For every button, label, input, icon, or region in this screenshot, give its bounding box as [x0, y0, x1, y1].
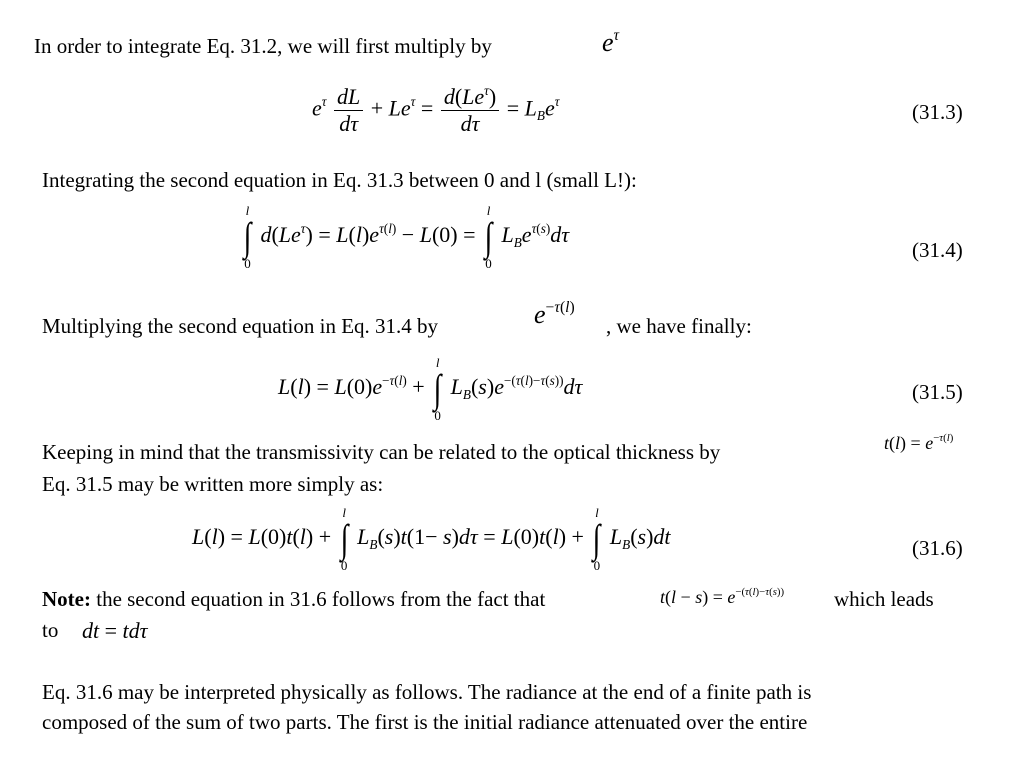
multiplier-e-tau: $e^\tau$ [602, 27, 620, 57]
interpretation-line-1: Eq. 31.6 may be interpreted physically as follows. The radiance at the end of a finite path is [42, 680, 812, 704]
keeping-text: Keeping in mind that the transmissivity can be related to the optical thickness by [42, 440, 721, 464]
note-to: to [42, 618, 59, 642]
dt-equation: dt = tdτ [82, 618, 148, 643]
intro-text: In order to integrate Eq. 31.2, we will first multiply by [34, 34, 492, 58]
equation-number-31-5: (31.5) [912, 380, 963, 404]
equation-number-31-4: (31.4) [912, 238, 963, 262]
equation-number-31-3: (31.3) [912, 100, 963, 124]
note-tail: which leads [834, 587, 934, 611]
multiplier-e-minus-tau: $e^{-\tau(l)}$ [534, 299, 575, 329]
note-text: the second equation in 31.6 follows from the fact that [96, 587, 546, 611]
equation-31-6: L(l) = L(0)t(l) + l ∫ 0 $L_B(s)t(1- s)d\tau = L(0)t(l)$ + l ∫ 0 $L_B(s)dt$ [192, 505, 671, 573]
equation-number-31-6: (31.6) [912, 536, 963, 560]
multiplying-tail: , we have finally: [606, 314, 752, 338]
transmissivity-definition: $t(l) = e^{-\tau(l)}$ [884, 432, 954, 453]
eq-simply-text: Eq. 31.5 may be written more simply as: [42, 472, 384, 496]
note-equation: $t(l - s) = e^{-(\tau(l)-\tau(s))}$ [660, 586, 785, 607]
multiplying-text: Multiplying the second equation in Eq. 31.4 by [42, 314, 439, 338]
equation-31-4: l ∫ 0 $d(Le^\tau) = L(l)e^{\tau(l)} - L(0)$ = l ∫ 0 $L_Be^{\tau(s)}d\tau$ [243, 203, 570, 271]
note-label: Note: [42, 587, 91, 611]
note-line [42, 587, 545, 612]
integrating-text: Integrating the second equation in Eq. 31.3 between 0 and l (small L!): [42, 168, 637, 192]
equation-31-5: $L(l) = L(0)e^{-\tau(l)}$ + l ∫ 0 $L_B(s)e^{-(\tau(l)-\tau(s))}d\tau$ [278, 355, 583, 423]
interpretation-line-2: composed of the sum of two parts. The first is the initial radiance attenuated over the entire [42, 710, 808, 734]
equation-31-3: $e^\tau$ $\frac{dL}{d\tau}$ + $Le^\tau$ = $\frac{d(Le^\tau)}{d\tau}$ = $L_Be^\tau$ [312, 82, 560, 136]
